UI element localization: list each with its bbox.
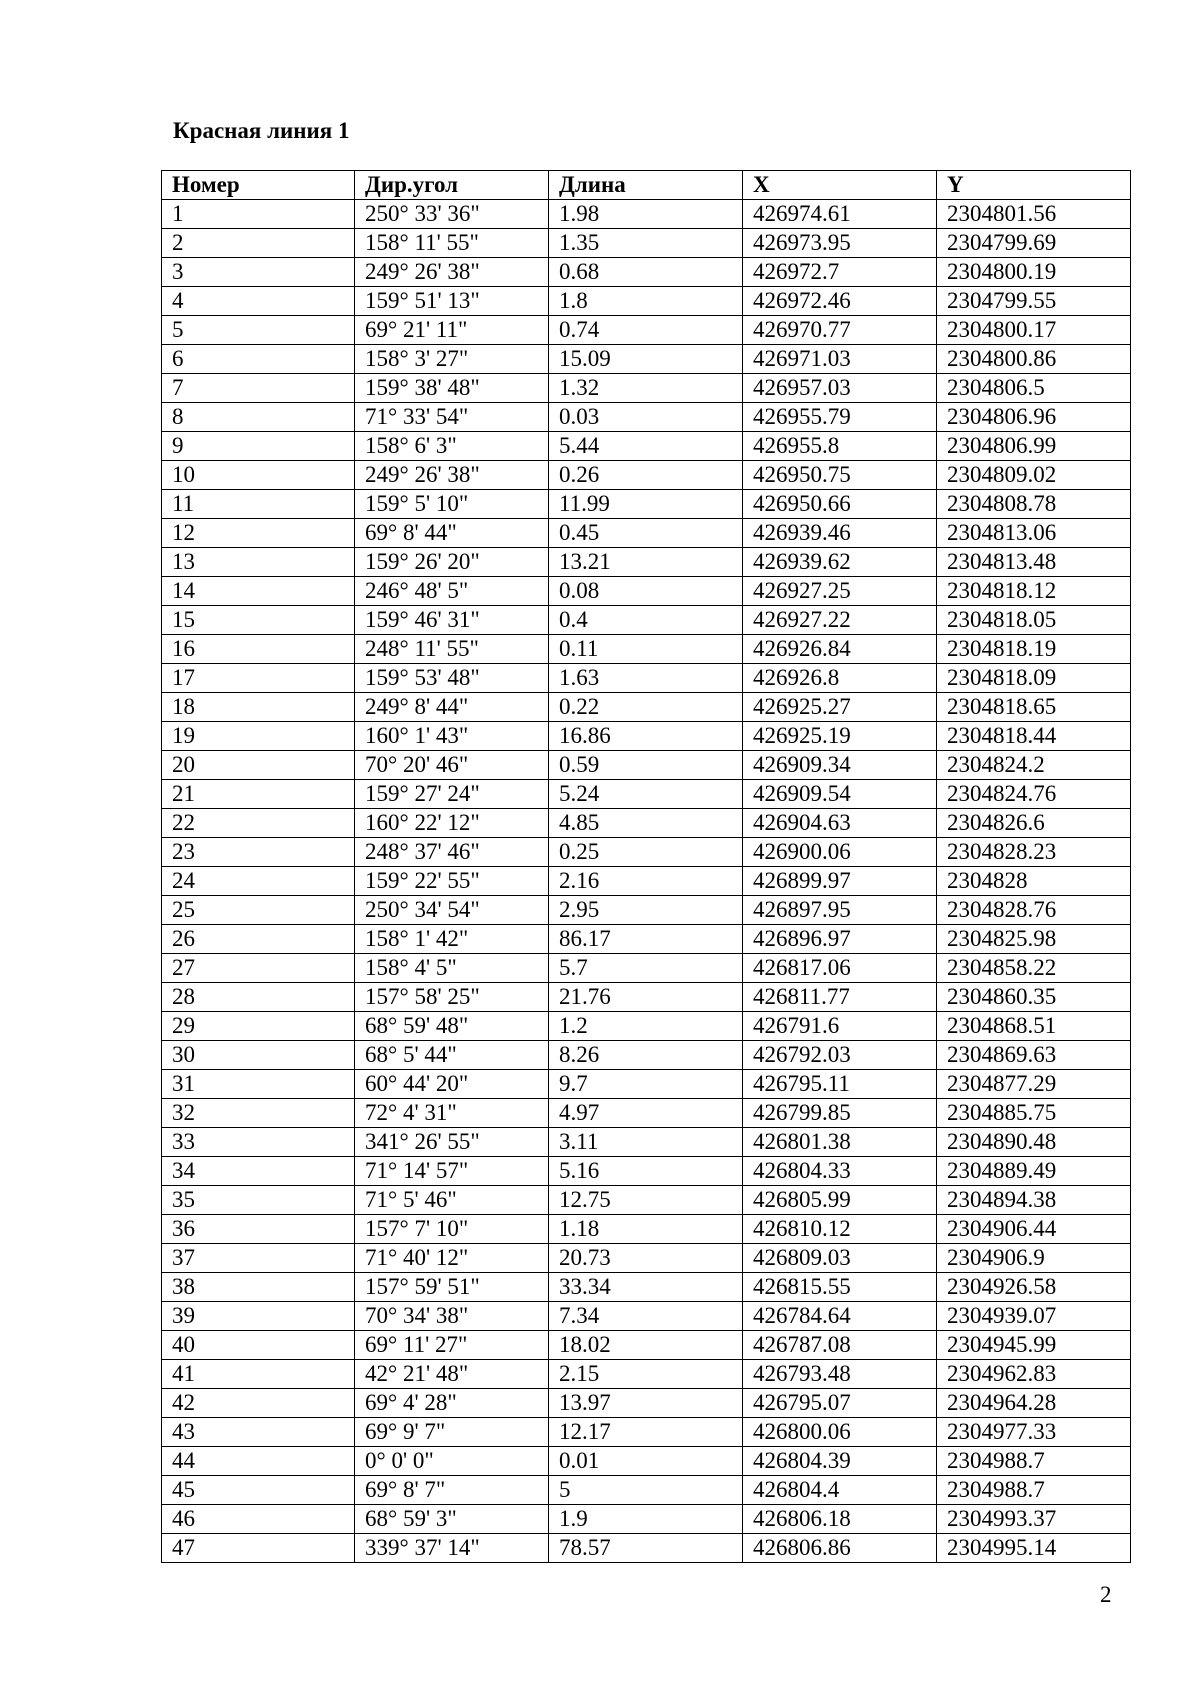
cell-x: 426784.64 [743, 1302, 937, 1331]
cell-x: 426795.07 [743, 1389, 937, 1418]
table-row [162, 1099, 1131, 1128]
cell-length: 21.76 [549, 983, 743, 1012]
table-row [162, 577, 1131, 606]
cell-number: 44 [162, 1447, 355, 1476]
cell-dir-angle: 159° 53' 48" [355, 664, 549, 693]
cell-length: 2.15 [549, 1360, 743, 1389]
table-row [162, 548, 1131, 577]
cell-dir-angle: 72° 4' 31" [355, 1099, 549, 1128]
cell-x: 426897.95 [743, 896, 937, 925]
cell-length: 13.21 [549, 548, 743, 577]
cell-length: 11.99 [549, 490, 743, 519]
cell-x: 426909.34 [743, 751, 937, 780]
cell-number: 10 [162, 461, 355, 490]
cell-dir-angle: 159° 26' 20" [355, 548, 549, 577]
cell-y: 2304964.28 [937, 1389, 1131, 1418]
cell-length: 15.09 [549, 345, 743, 374]
cell-number: 46 [162, 1505, 355, 1534]
cell-number: 13 [162, 548, 355, 577]
cell-dir-angle: 159° 5' 10" [355, 490, 549, 519]
cell-x: 426904.63 [743, 809, 937, 838]
cell-y: 2304818.09 [937, 664, 1131, 693]
cell-number: 20 [162, 751, 355, 780]
cell-dir-angle: 157° 58' 25" [355, 983, 549, 1012]
cell-length: 5 [549, 1476, 743, 1505]
cell-number: 19 [162, 722, 355, 751]
cell-number: 36 [162, 1215, 355, 1244]
cell-number: 45 [162, 1476, 355, 1505]
cell-y: 2304906.9 [937, 1244, 1131, 1273]
cell-length: 2.16 [549, 867, 743, 896]
page-number: 2 [1100, 1582, 1112, 1607]
cell-x: 426809.03 [743, 1244, 937, 1273]
cell-dir-angle: 249° 26' 38" [355, 461, 549, 490]
cell-x: 426899.97 [743, 867, 937, 896]
cell-y: 2304988.7 [937, 1447, 1131, 1476]
cell-length: 1.35 [549, 229, 743, 258]
cell-number: 8 [162, 403, 355, 432]
cell-y: 2304813.48 [937, 548, 1131, 577]
cell-dir-angle: 159° 27' 24" [355, 780, 549, 809]
cell-dir-angle: 71° 14' 57" [355, 1157, 549, 1186]
cell-y: 2304818.65 [937, 693, 1131, 722]
cell-dir-angle: 158° 6' 3" [355, 432, 549, 461]
table-body [162, 200, 1131, 1563]
cell-dir-angle: 68° 59' 3" [355, 1505, 549, 1534]
cell-length: 3.11 [549, 1128, 743, 1157]
cell-number: 2 [162, 229, 355, 258]
column-header-length: Длина [549, 171, 743, 200]
table-row [162, 896, 1131, 925]
cell-x: 426799.85 [743, 1099, 937, 1128]
cell-length: 86.17 [549, 925, 743, 954]
cell-x: 426972.7 [743, 258, 937, 287]
cell-y: 2304995.14 [937, 1534, 1131, 1563]
cell-length: 0.74 [549, 316, 743, 345]
cell-number: 22 [162, 809, 355, 838]
column-header-dir-angle: Дир.угол [355, 171, 549, 200]
cell-y: 2304825.98 [937, 925, 1131, 954]
cell-y: 2304818.19 [937, 635, 1131, 664]
cell-length: 0.59 [549, 751, 743, 780]
cell-x: 426815.55 [743, 1273, 937, 1302]
cell-x: 426927.25 [743, 577, 937, 606]
cell-y: 2304806.99 [937, 432, 1131, 461]
table-header-row [162, 171, 1131, 200]
cell-y: 2304894.38 [937, 1186, 1131, 1215]
table-row [162, 461, 1131, 490]
table-row [162, 1360, 1131, 1389]
cell-x: 426804.4 [743, 1476, 937, 1505]
cell-x: 426939.46 [743, 519, 937, 548]
cell-x: 426970.77 [743, 316, 937, 345]
table-row [162, 1447, 1131, 1476]
cell-y: 2304824.76 [937, 780, 1131, 809]
cell-number: 14 [162, 577, 355, 606]
cell-length: 5.16 [549, 1157, 743, 1186]
table-row [162, 1418, 1131, 1447]
cell-y: 2304926.58 [937, 1273, 1131, 1302]
cell-x: 426792.03 [743, 1041, 937, 1070]
cell-dir-angle: 160° 22' 12" [355, 809, 549, 838]
cell-dir-angle: 158° 1' 42" [355, 925, 549, 954]
cell-number: 29 [162, 1012, 355, 1041]
cell-x: 426974.61 [743, 200, 937, 229]
cell-dir-angle: 70° 20' 46" [355, 751, 549, 780]
cell-x: 426927.22 [743, 606, 937, 635]
cell-y: 2304828.76 [937, 896, 1131, 925]
table-row [162, 780, 1131, 809]
cell-number: 11 [162, 490, 355, 519]
table-row [162, 1041, 1131, 1070]
cell-y: 2304885.75 [937, 1099, 1131, 1128]
cell-length: 16.86 [549, 722, 743, 751]
cell-y: 2304906.44 [937, 1215, 1131, 1244]
cell-y: 2304806.96 [937, 403, 1131, 432]
cell-dir-angle: 0° 0' 0" [355, 1447, 549, 1476]
cell-y: 2304809.02 [937, 461, 1131, 490]
cell-number: 26 [162, 925, 355, 954]
cell-number: 37 [162, 1244, 355, 1273]
cell-y: 2304858.22 [937, 954, 1131, 983]
cell-number: 23 [162, 838, 355, 867]
table-row [162, 229, 1131, 258]
cell-y: 2304869.63 [937, 1041, 1131, 1070]
cell-dir-angle: 250° 34' 54" [355, 896, 549, 925]
cell-number: 16 [162, 635, 355, 664]
table-row [162, 1534, 1131, 1563]
cell-dir-angle: 159° 22' 55" [355, 867, 549, 896]
cell-number: 4 [162, 287, 355, 316]
cell-number: 43 [162, 1418, 355, 1447]
cell-y: 2304828.23 [937, 838, 1131, 867]
cell-length: 0.45 [549, 519, 743, 548]
cell-length: 5.24 [549, 780, 743, 809]
cell-y: 2304977.33 [937, 1418, 1131, 1447]
cell-y: 2304799.55 [937, 287, 1131, 316]
cell-dir-angle: 248° 37' 46" [355, 838, 549, 867]
cell-number: 27 [162, 954, 355, 983]
table-row [162, 867, 1131, 896]
cell-length: 0.22 [549, 693, 743, 722]
cell-length: 18.02 [549, 1331, 743, 1360]
cell-dir-angle: 159° 38' 48" [355, 374, 549, 403]
table-row [162, 519, 1131, 548]
cell-dir-angle: 158° 3' 27" [355, 345, 549, 374]
table-row [162, 1157, 1131, 1186]
cell-length: 12.17 [549, 1418, 743, 1447]
cell-number: 34 [162, 1157, 355, 1186]
cell-dir-angle: 341° 26' 55" [355, 1128, 549, 1157]
cell-length: 0.25 [549, 838, 743, 867]
cell-x: 426817.06 [743, 954, 937, 983]
cell-y: 2304799.69 [937, 229, 1131, 258]
cell-y: 2304877.29 [937, 1070, 1131, 1099]
cell-x: 426925.19 [743, 722, 937, 751]
cell-number: 1 [162, 200, 355, 229]
cell-length: 2.95 [549, 896, 743, 925]
cell-x: 426925.27 [743, 693, 937, 722]
table-row [162, 1505, 1131, 1534]
cell-number: 39 [162, 1302, 355, 1331]
table-row [162, 722, 1131, 751]
column-header-x: X [743, 171, 937, 200]
cell-y: 2304890.48 [937, 1128, 1131, 1157]
cell-dir-angle: 69° 11' 27" [355, 1331, 549, 1360]
table-row [162, 403, 1131, 432]
table-row [162, 258, 1131, 287]
cell-number: 21 [162, 780, 355, 809]
cell-x: 426804.33 [743, 1157, 937, 1186]
cell-number: 42 [162, 1389, 355, 1418]
cell-dir-angle: 69° 8' 7" [355, 1476, 549, 1505]
cell-dir-angle: 70° 34' 38" [355, 1302, 549, 1331]
cell-length: 4.97 [549, 1099, 743, 1128]
table-row [162, 809, 1131, 838]
cell-x: 426806.18 [743, 1505, 937, 1534]
cell-y: 2304828 [937, 867, 1131, 896]
cell-dir-angle: 249° 26' 38" [355, 258, 549, 287]
table-row [162, 1476, 1131, 1505]
cell-y: 2304826.6 [937, 809, 1131, 838]
cell-y: 2304818.44 [937, 722, 1131, 751]
table-row [162, 664, 1131, 693]
cell-dir-angle: 339° 37' 14" [355, 1534, 549, 1563]
table-row [162, 1128, 1131, 1157]
cell-length: 0.4 [549, 606, 743, 635]
table-row [162, 635, 1131, 664]
cell-number: 17 [162, 664, 355, 693]
table-row [162, 374, 1131, 403]
table-row [162, 838, 1131, 867]
cell-y: 2304800.19 [937, 258, 1131, 287]
table-row [162, 432, 1131, 461]
cell-x: 426810.12 [743, 1215, 937, 1244]
cell-dir-angle: 71° 5' 46" [355, 1186, 549, 1215]
cell-x: 426939.62 [743, 548, 937, 577]
cell-length: 4.85 [549, 809, 743, 838]
table-row [162, 1070, 1131, 1099]
table-row [162, 1273, 1131, 1302]
cell-dir-angle: 69° 4' 28" [355, 1389, 549, 1418]
cell-x: 426955.8 [743, 432, 937, 461]
cell-length: 1.32 [549, 374, 743, 403]
cell-x: 426793.48 [743, 1360, 937, 1389]
cell-y: 2304860.35 [937, 983, 1131, 1012]
cell-x: 426909.54 [743, 780, 937, 809]
cell-length: 9.7 [549, 1070, 743, 1099]
cell-x: 426800.06 [743, 1418, 937, 1447]
table-row [162, 954, 1131, 983]
table-row [162, 1215, 1131, 1244]
cell-dir-angle: 250° 33' 36" [355, 200, 549, 229]
cell-dir-angle: 246° 48' 5" [355, 577, 549, 606]
cell-number: 33 [162, 1128, 355, 1157]
cell-y: 2304818.12 [937, 577, 1131, 606]
cell-y: 2304889.49 [937, 1157, 1131, 1186]
cell-dir-angle: 60° 44' 20" [355, 1070, 549, 1099]
cell-x: 426926.8 [743, 664, 937, 693]
cell-length: 8.26 [549, 1041, 743, 1070]
cell-x: 426950.75 [743, 461, 937, 490]
cell-x: 426971.03 [743, 345, 937, 374]
cell-number: 15 [162, 606, 355, 635]
cell-length: 1.98 [549, 200, 743, 229]
cell-number: 5 [162, 316, 355, 345]
cell-number: 40 [162, 1331, 355, 1360]
cell-x: 426806.86 [743, 1534, 937, 1563]
cell-x: 426787.08 [743, 1331, 937, 1360]
cell-x: 426805.99 [743, 1186, 937, 1215]
cell-number: 31 [162, 1070, 355, 1099]
cell-number: 28 [162, 983, 355, 1012]
table-row [162, 693, 1131, 722]
cell-x: 426926.84 [743, 635, 937, 664]
cell-x: 426801.38 [743, 1128, 937, 1157]
cell-dir-angle: 158° 4' 5" [355, 954, 549, 983]
cell-length: 1.18 [549, 1215, 743, 1244]
cell-y: 2304800.17 [937, 316, 1131, 345]
cell-number: 38 [162, 1273, 355, 1302]
cell-length: 0.03 [549, 403, 743, 432]
cell-dir-angle: 69° 9' 7" [355, 1418, 549, 1447]
cell-y: 2304808.78 [937, 490, 1131, 519]
cell-dir-angle: 68° 59' 48" [355, 1012, 549, 1041]
cell-number: 6 [162, 345, 355, 374]
cell-length: 0.08 [549, 577, 743, 606]
table-row [162, 751, 1131, 780]
cell-number: 35 [162, 1186, 355, 1215]
table-row [162, 200, 1131, 229]
column-header-number: Номер [162, 171, 355, 200]
cell-length: 1.9 [549, 1505, 743, 1534]
cell-dir-angle: 157° 7' 10" [355, 1215, 549, 1244]
cell-y: 2304800.86 [937, 345, 1131, 374]
table-row [162, 1186, 1131, 1215]
table-row [162, 1331, 1131, 1360]
cell-y: 2304962.83 [937, 1360, 1131, 1389]
cell-length: 7.34 [549, 1302, 743, 1331]
cell-x: 426900.06 [743, 838, 937, 867]
cell-length: 78.57 [549, 1534, 743, 1563]
cell-dir-angle: 71° 40' 12" [355, 1244, 549, 1273]
table-row [162, 606, 1131, 635]
cell-length: 20.73 [549, 1244, 743, 1273]
cell-length: 33.34 [549, 1273, 743, 1302]
table-row [162, 925, 1131, 954]
cell-length: 5.44 [549, 432, 743, 461]
cell-y: 2304806.5 [937, 374, 1131, 403]
cell-y: 2304801.56 [937, 200, 1131, 229]
cell-length: 13.97 [549, 1389, 743, 1418]
table-row [162, 1244, 1131, 1273]
column-header-y: Y [937, 171, 1131, 200]
page-title: Красная линия 1 [173, 118, 350, 143]
cell-y: 2304868.51 [937, 1012, 1131, 1041]
cell-dir-angle: 248° 11' 55" [355, 635, 549, 664]
cell-number: 9 [162, 432, 355, 461]
cell-x: 426795.11 [743, 1070, 937, 1099]
cell-dir-angle: 159° 51' 13" [355, 287, 549, 316]
cell-length: 5.7 [549, 954, 743, 983]
cell-y: 2304939.07 [937, 1302, 1131, 1331]
cell-number: 47 [162, 1534, 355, 1563]
cell-x: 426896.97 [743, 925, 937, 954]
cell-x: 426957.03 [743, 374, 937, 403]
cell-number: 18 [162, 693, 355, 722]
cell-x: 426972.46 [743, 287, 937, 316]
cell-dir-angle: 68° 5' 44" [355, 1041, 549, 1070]
cell-length: 0.26 [549, 461, 743, 490]
cell-x: 426804.39 [743, 1447, 937, 1476]
cell-dir-angle: 249° 8' 44" [355, 693, 549, 722]
cell-number: 3 [162, 258, 355, 287]
cell-length: 0.11 [549, 635, 743, 664]
table-row [162, 345, 1131, 374]
cell-length: 1.2 [549, 1012, 743, 1041]
cell-y: 2304813.06 [937, 519, 1131, 548]
cell-x: 426950.66 [743, 490, 937, 519]
cell-y: 2304824.2 [937, 751, 1131, 780]
cell-number: 12 [162, 519, 355, 548]
table-row [162, 1012, 1131, 1041]
coordinates-table [161, 170, 1131, 1563]
cell-number: 41 [162, 1360, 355, 1389]
cell-dir-angle: 159° 46' 31" [355, 606, 549, 635]
cell-length: 0.68 [549, 258, 743, 287]
cell-y: 2304945.99 [937, 1331, 1131, 1360]
cell-dir-angle: 42° 21' 48" [355, 1360, 549, 1389]
cell-length: 1.63 [549, 664, 743, 693]
cell-dir-angle: 160° 1' 43" [355, 722, 549, 751]
table-row [162, 983, 1131, 1012]
cell-length: 0.01 [549, 1447, 743, 1476]
cell-x: 426955.79 [743, 403, 937, 432]
cell-number: 24 [162, 867, 355, 896]
cell-dir-angle: 157° 59' 51" [355, 1273, 549, 1302]
cell-y: 2304988.7 [937, 1476, 1131, 1505]
table-row [162, 287, 1131, 316]
cell-dir-angle: 71° 33' 54" [355, 403, 549, 432]
cell-number: 25 [162, 896, 355, 925]
cell-x: 426811.77 [743, 983, 937, 1012]
cell-length: 1.8 [549, 287, 743, 316]
cell-number: 30 [162, 1041, 355, 1070]
table-row [162, 1302, 1131, 1331]
cell-y: 2304993.37 [937, 1505, 1131, 1534]
cell-dir-angle: 69° 21' 11" [355, 316, 549, 345]
cell-length: 12.75 [549, 1186, 743, 1215]
cell-number: 7 [162, 374, 355, 403]
cell-dir-angle: 69° 8' 44" [355, 519, 549, 548]
cell-number: 32 [162, 1099, 355, 1128]
cell-x: 426973.95 [743, 229, 937, 258]
table-row [162, 316, 1131, 345]
cell-x: 426791.6 [743, 1012, 937, 1041]
cell-y: 2304818.05 [937, 606, 1131, 635]
table-row [162, 1389, 1131, 1418]
table-row [162, 490, 1131, 519]
cell-dir-angle: 158° 11' 55" [355, 229, 549, 258]
